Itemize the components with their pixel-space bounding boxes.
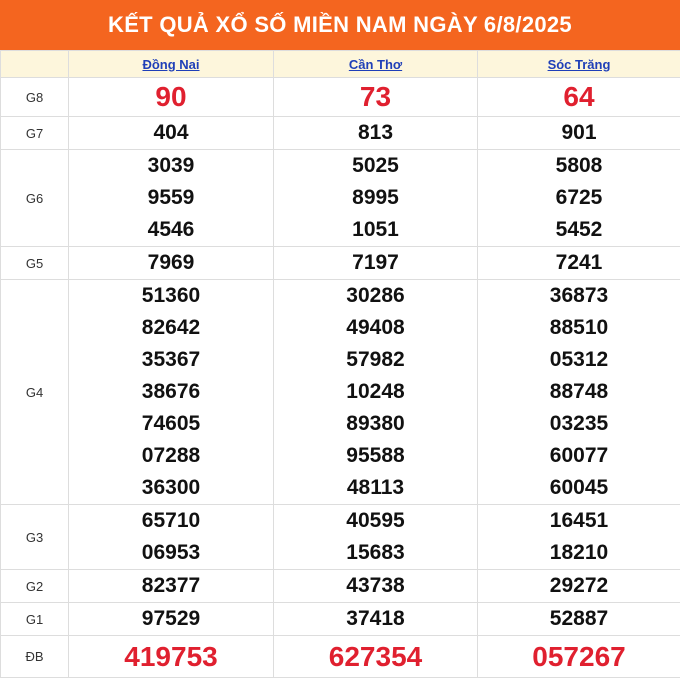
prize-label: G6 (1, 150, 69, 247)
prize-row-db (1, 636, 680, 678)
prize-cell (274, 78, 478, 117)
prize-row-g1 (1, 603, 680, 636)
prize-number: 51360 (141, 284, 201, 307)
prize-number: 7197 (352, 251, 399, 274)
prize-cell (69, 117, 274, 150)
prize-number: 419753 (124, 640, 218, 672)
prize-label: ĐB (1, 636, 69, 678)
prize-number: 49408 (346, 316, 405, 339)
prize-number: 18210 (549, 541, 609, 564)
header-blank (1, 51, 69, 78)
prize-number: 74605 (141, 412, 201, 435)
prize-cell (69, 78, 274, 117)
prize-cell (69, 247, 274, 280)
prize-number: 15683 (346, 541, 405, 564)
prize-number: 43738 (346, 574, 405, 597)
prize-number: 03235 (549, 412, 609, 435)
prize-number: 48113 (346, 476, 405, 499)
prize-cell (69, 280, 274, 505)
prize-row-g8 (1, 78, 680, 117)
prize-body (1, 78, 680, 678)
prize-number: 5808 (555, 154, 603, 177)
prize-cell (478, 505, 680, 570)
province-header-row (1, 51, 680, 78)
prize-label: G4 (1, 280, 69, 505)
prize-number: 16451 (549, 509, 609, 532)
prize-number: 8995 (352, 186, 399, 209)
prize-number: 10248 (346, 380, 405, 403)
prize-number: 30286 (346, 284, 405, 307)
prize-cell (478, 636, 680, 678)
prize-number: 88510 (549, 316, 609, 339)
prize-number: 7241 (555, 251, 603, 274)
prize-number: 73 (359, 81, 392, 112)
prize-number: 82642 (141, 316, 201, 339)
prize-cell (274, 150, 478, 247)
prize-label: G8 (1, 78, 69, 117)
prize-cell (274, 117, 478, 150)
prize-cell (478, 78, 680, 117)
prize-number: 05312 (549, 348, 609, 371)
prize-label: G3 (1, 505, 69, 570)
prize-cell (69, 603, 274, 636)
prize-number: 40595 (346, 509, 405, 532)
prize-row-g5 (1, 247, 680, 280)
prize-number: 06953 (141, 541, 201, 564)
prize-row-g6 (1, 150, 680, 247)
prize-cell (274, 636, 478, 678)
prize-number: 404 (153, 121, 189, 144)
prize-number: 901 (561, 121, 597, 144)
prize-number: 57982 (346, 348, 405, 371)
prize-number: 36873 (549, 284, 609, 307)
prize-number: 36300 (141, 476, 201, 499)
prize-number: 37418 (346, 607, 405, 630)
prize-number: 90 (155, 81, 187, 112)
prize-cell (69, 150, 274, 247)
prize-label: G1 (1, 603, 69, 636)
prize-cell (274, 280, 478, 505)
page-title-banner (0, 0, 680, 50)
prize-number: 52887 (549, 607, 609, 630)
prize-row-g3 (1, 505, 680, 570)
prize-cell (478, 280, 680, 505)
prize-number: 5452 (555, 218, 603, 241)
province-header (274, 51, 478, 78)
prize-number: 6725 (555, 186, 603, 209)
prize-number: 9559 (147, 186, 195, 209)
prize-cell (274, 603, 478, 636)
prize-number: 97529 (141, 607, 201, 630)
prize-number: 1051 (352, 218, 399, 241)
prize-cell (478, 247, 680, 280)
province-link-dong-nai[interactable]: Đồng Nai (142, 56, 200, 72)
province-header (478, 51, 680, 78)
prize-label: G5 (1, 247, 69, 280)
prize-number: 60045 (549, 476, 609, 499)
province-header (69, 51, 274, 78)
prize-row-g2 (1, 570, 680, 603)
prize-cell (478, 150, 680, 247)
prize-row-g4 (1, 280, 680, 505)
prize-row-g7 (1, 117, 680, 150)
results-table (0, 50, 680, 678)
prize-cell (478, 570, 680, 603)
prize-cell (69, 505, 274, 570)
prize-number: 7969 (147, 251, 195, 274)
province-link-soc-trang[interactable]: Sóc Trăng (547, 56, 611, 72)
prize-number: 60077 (549, 444, 609, 467)
prize-number: 95588 (346, 444, 405, 467)
prize-cell (274, 247, 478, 280)
prize-number: 627354 (328, 640, 423, 672)
prize-cell (274, 570, 478, 603)
prize-number: 89380 (346, 412, 405, 435)
prize-number: 5025 (352, 154, 399, 177)
prize-number: 07288 (141, 444, 201, 467)
prize-cell (69, 570, 274, 603)
prize-label: G7 (1, 117, 69, 150)
prize-number: 88748 (549, 380, 609, 403)
prize-number: 057267 (532, 640, 626, 672)
prize-number: 4546 (147, 218, 195, 241)
prize-label: G2 (1, 570, 69, 603)
prize-cell (69, 636, 274, 678)
prize-number: 65710 (141, 509, 201, 532)
prize-cell (274, 505, 478, 570)
prize-number: 3039 (147, 154, 195, 177)
prize-number: 82377 (141, 574, 201, 597)
page-title: KẾT QUẢ XỔ SỐ MIỀN NAM NGÀY 6/8/2025 (108, 12, 572, 37)
prize-number: 64 (563, 81, 595, 112)
prize-number: 29272 (549, 574, 609, 597)
province-link-can-tho[interactable]: Cần Thơ (348, 56, 403, 72)
prize-number: 813 (357, 121, 394, 144)
prize-number: 38676 (141, 380, 201, 403)
prize-cell (478, 117, 680, 150)
prize-number: 35367 (141, 348, 201, 371)
prize-cell (478, 603, 680, 636)
